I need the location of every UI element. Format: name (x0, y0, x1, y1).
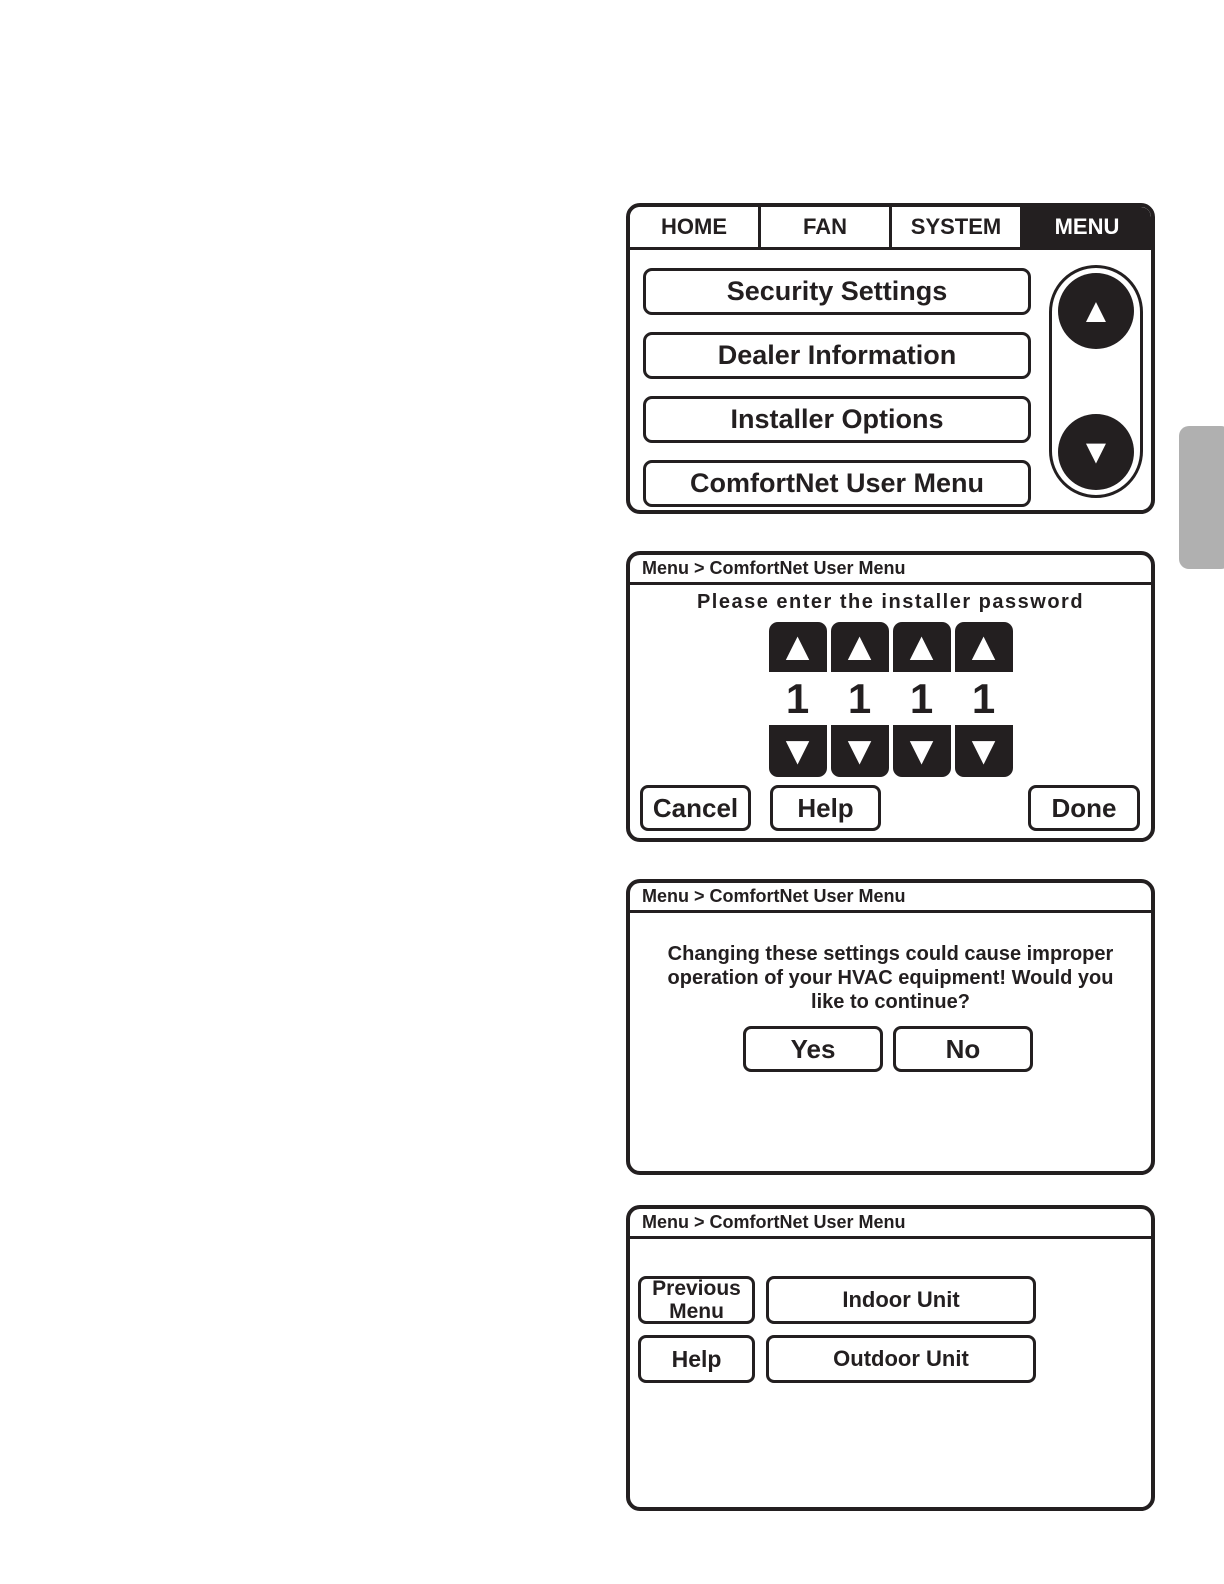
digit1-down-button[interactable] (769, 725, 827, 777)
tab-home[interactable]: HOME (630, 207, 761, 247)
done-button[interactable]: Done (1028, 785, 1140, 831)
unit-selection-screen (626, 1205, 1155, 1511)
breadcrumb: Menu > ComfortNet User Menu (630, 883, 1151, 913)
down-arrow-icon: ▼ (901, 729, 942, 773)
breadcrumb: Menu > ComfortNet User Menu (630, 555, 1151, 585)
digit2-value: 1 (831, 672, 889, 725)
digit3-up-button[interactable] (893, 622, 951, 672)
up-arrow-icon: ▲ (1079, 292, 1113, 330)
digit-spinner-3 (893, 622, 951, 777)
yes-button[interactable]: Yes (743, 1026, 883, 1072)
tab-fan[interactable]: FAN (761, 207, 892, 247)
dealer-information-button[interactable]: Dealer Information (643, 332, 1031, 379)
warning-confirmation-screen (626, 879, 1155, 1175)
scroll-control (1049, 265, 1143, 498)
up-arrow-icon: ▲ (963, 625, 1004, 669)
indoor-unit-button[interactable]: Indoor Unit (766, 1276, 1036, 1324)
page-edge-section-marker (1179, 426, 1224, 569)
digit4-down-button[interactable] (955, 725, 1013, 777)
down-arrow-icon: ▼ (963, 729, 1004, 773)
help-button[interactable]: Help (770, 785, 881, 831)
warning-line: like to continue? (811, 991, 970, 1013)
digit-spinner-2 (831, 622, 889, 777)
digit2-up-button[interactable] (831, 622, 889, 672)
digit-spinner-4 (955, 622, 1013, 777)
warning-line: Changing these settings could cause improper (667, 943, 1114, 965)
installer-options-button[interactable]: Installer Options (643, 396, 1031, 443)
outdoor-unit-button[interactable]: Outdoor Unit (766, 1335, 1036, 1383)
digit3-down-button[interactable] (893, 725, 951, 777)
password-digit-spinners (630, 622, 1151, 777)
warning-line: operation of your HVAC equipment! Would you (667, 967, 1114, 989)
security-settings-button[interactable]: Security Settings (643, 268, 1031, 315)
digit4-value: 1 (955, 672, 1013, 725)
digit2-down-button[interactable] (831, 725, 889, 777)
password-prompt: Please enter the installer password (696, 591, 1085, 613)
thermostat-menu-screen (626, 203, 1155, 514)
scroll-up-button[interactable] (1058, 273, 1134, 349)
previous-menu-button[interactable]: Previous Menu (638, 1276, 755, 1324)
digit4-up-button[interactable] (955, 622, 1013, 672)
scroll-down-button[interactable] (1058, 414, 1134, 490)
up-arrow-icon: ▲ (839, 625, 880, 669)
installer-password-screen (626, 551, 1155, 842)
cancel-button[interactable]: Cancel (640, 785, 751, 831)
down-arrow-icon: ▼ (839, 729, 880, 773)
comfortnet-user-menu-button[interactable]: ComfortNet User Menu (643, 460, 1031, 507)
breadcrumb: Menu > ComfortNet User Menu (630, 1209, 1151, 1239)
tab-system[interactable]: SYSTEM (892, 207, 1023, 247)
down-arrow-icon: ▼ (777, 729, 818, 773)
warning-message (630, 942, 1151, 1014)
digit3-value: 1 (893, 672, 951, 725)
no-button[interactable]: No (893, 1026, 1033, 1072)
digit1-up-button[interactable] (769, 622, 827, 672)
digit1-value: 1 (769, 672, 827, 725)
up-arrow-icon: ▲ (777, 625, 818, 669)
help-button[interactable]: Help (638, 1335, 755, 1383)
down-arrow-icon: ▼ (1079, 433, 1113, 471)
up-arrow-icon: ▲ (901, 625, 942, 669)
digit-spinner-1 (769, 622, 827, 777)
tab-menu[interactable]: MENU (1023, 207, 1151, 247)
top-tab-bar (630, 207, 1151, 250)
